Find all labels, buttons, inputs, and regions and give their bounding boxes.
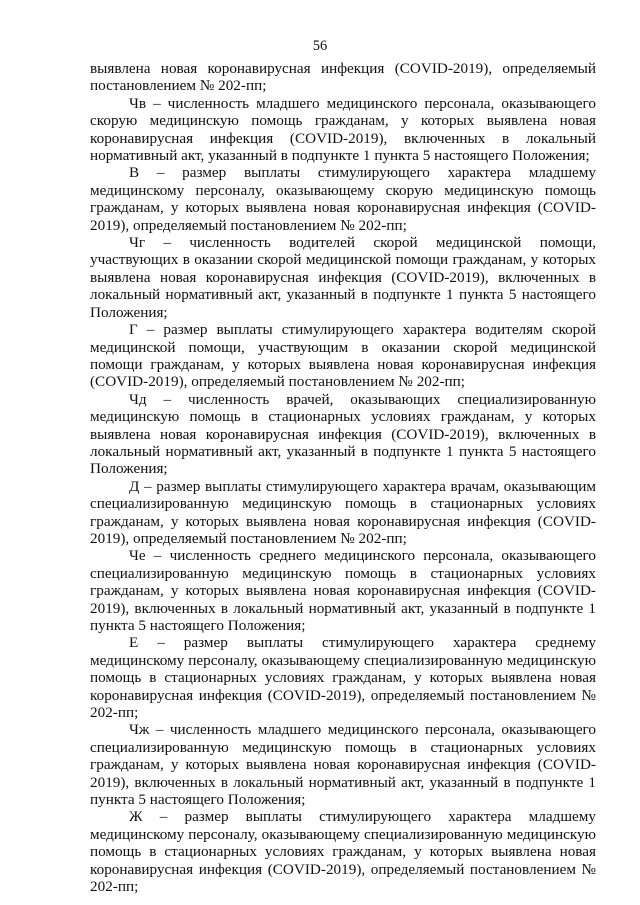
- paragraph-g-definition: Г – размер выплаты стимулирующего характера водителям скорой медицинской помощи, участвующим в оказании скорой медицинской помощи гражданам, у которых выявлена новая коронавирусная инфекция (COVID-2019), определяемый постановлением № 202-пп;: [90, 321, 596, 391]
- paragraph-d-definition: Д – размер выплаты стимулирующего характера врачам, оказывающим специализированную медицинскую помощь в стационарных условиях гражданам, у которых выявлена новая коронавирусная инфекция (COVID-2019), определяемый постановлением № 202-пп;: [90, 477, 596, 547]
- paragraph-e-definition: Е – размер выплаты стимулирующего характера среднему медицинскому персоналу, оказывающему специализированную медицинскую помощь в стационарных условиях гражданам, у которых выявлена новая коронавирусная инфекция (COVID-2019), определяемый постановлением № 202-пп;: [90, 634, 596, 722]
- paragraph-chd-definition: Чд – численность врачей, оказывающих специализированную медицинскую помощь в стационарных условиях гражданам, у которых выявлена новая коронавирусная инфекция (COVID-2019), включенных в локальный нормативный акт, указанный в подпункте 1 пункта 5 настоящего Положения;: [90, 390, 596, 478]
- paragraph-che-definition: Че – численность среднего медицинского персонала, оказывающего специализированную медицинскую помощь в стационарных условиях гражданам, у которых выявлена новая коронавирусная инфекция (COVID-2019), включенных в локальный нормативный акт, указанный в подпункте 1 пункта 5 настоящего Положения;: [90, 547, 596, 634]
- document-body: [90, 60, 596, 896]
- paragraph-zh-definition: Ж – размер выплаты стимулирующего характера младшему медицинскому персоналу, оказывающему специализированную медицинскую помощь в стационарных условиях гражданам, у которых выявлена новая коронавирусная инфекция (COVID-2019), определяемый постановлением № 202-пп;: [90, 808, 596, 896]
- paragraph-continuation: выявлена новая коронавирусная инфекция (COVID-2019), определяемый постановлением № 202-пп;: [90, 60, 596, 95]
- page-number: 56: [312, 38, 328, 54]
- paragraph-chg-definition: Чг – численность водителей скорой медицинской помощи, участвующих в оказании скорой медицинской помощи гражданам, у которых выявлена новая коронавирусная инфекция (COVID-2019), включенных в локальный нормативный акт, указанный в подпункте 1 пункта 5 настоящего Положения;: [90, 234, 596, 321]
- paragraph-chzh-definition: Чж – численность младшего медицинского персонала, оказывающего специализированную медицинскую помощь в стационарных условиях гражданам, у которых выявлена новая коронавирусная инфекция (COVID-2019), включенных в локальный нормативный акт, указанный в подпункте 1 пункта 5 настоящего Положения;: [90, 721, 596, 809]
- paragraph-chv-definition: Чв – численность младшего медицинского персонала, оказывающего скорую медицинскую помощь гражданам, у которых выявлена новая коронавирусная инфекция (COVID-2019), включенных в локальный нормативный акт, указанный в подпункте 1 пункта 5 настоящего Положения;: [90, 94, 596, 165]
- paragraph-v-definition: В – размер выплаты стимулирующего характера младшему медицинскому персоналу, оказывающему скорую медицинскую помощь гражданам, у которых выявлена новая коронавирусная инфекция (COVID-2019), определяемый постановлением № 202-пп;: [90, 164, 596, 234]
